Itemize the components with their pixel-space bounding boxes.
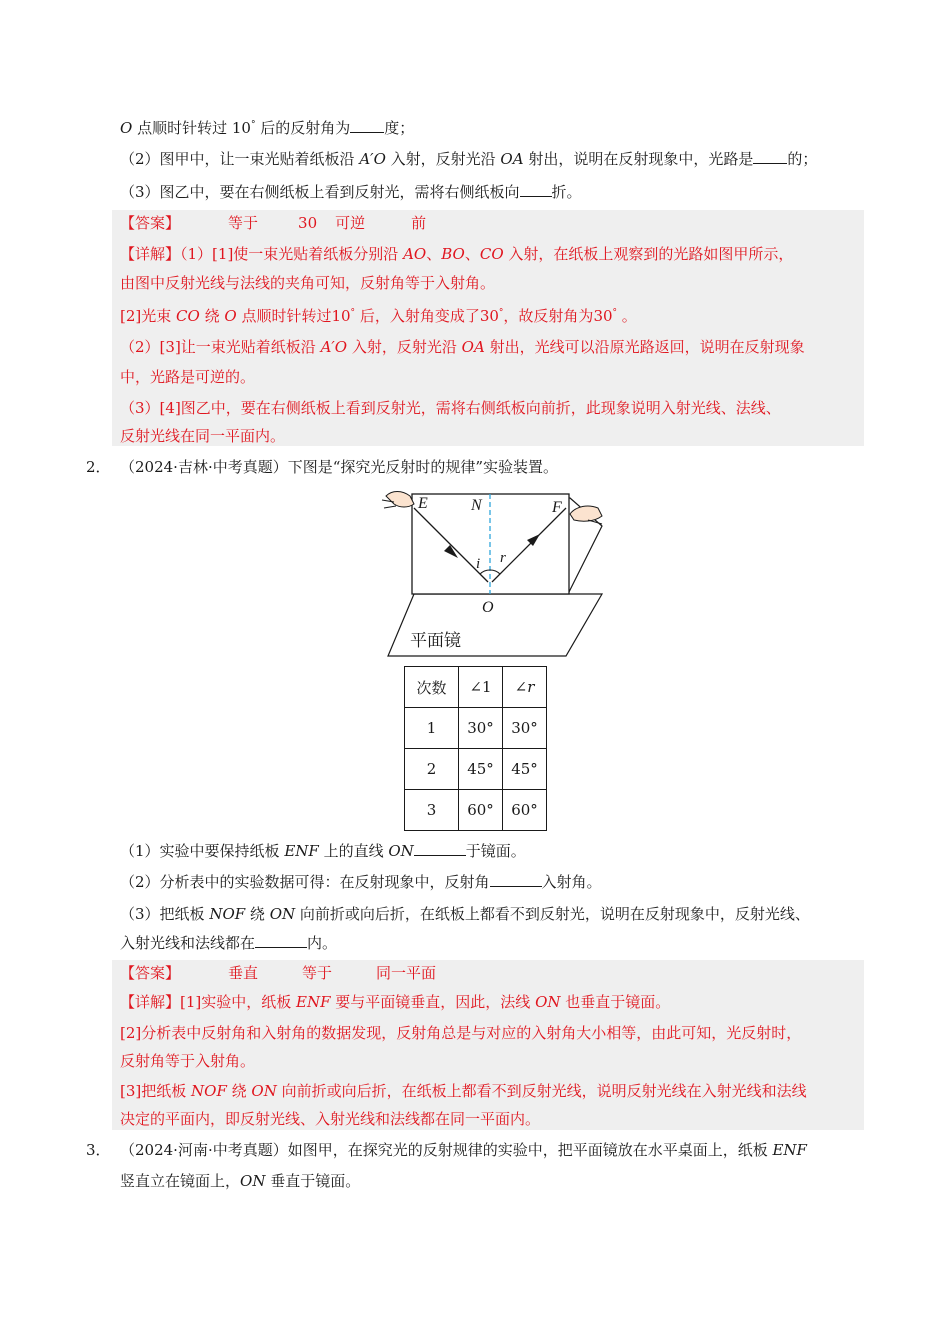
q1-detail-5: 中，光路是可逆的。	[120, 368, 256, 386]
q2-stem: （2024·吉林·中考真题）下图是“探究光反射时的规律”实验装置。	[120, 458, 559, 476]
q2-answer: 【答案】 垂直 等于 同一平面	[120, 964, 437, 982]
table-cell: 45°	[503, 749, 547, 790]
left-hand-icon	[382, 492, 414, 509]
q1-line-1: O 点顺时针转过 10° 后的反射角为 度；	[120, 119, 415, 137]
table-header: 次数	[405, 667, 459, 708]
table-header: ∠r	[503, 667, 547, 708]
answer-blank	[490, 872, 542, 887]
q1-line-3: （3）图乙中，要在右侧纸板上看到反射光，需将右侧纸板向 折。	[120, 183, 582, 201]
q3-line-1: （2024·河南·中考真题）如图甲，在探究光的反射规律的实验中，把平面镜放在水平桌面上，纸板 ENF	[120, 1141, 807, 1159]
q2-sub-3: （3）把纸板 NOF 绕 ON 向前折或向后折，在纸板上都看不到反射光，说明在反射现象中，反射光线、	[120, 905, 810, 923]
question-number: 2．	[86, 458, 111, 476]
table-cell: 2	[405, 749, 459, 790]
q1-detail-1: 【详解】（1）[1]使一束光贴着纸板分别沿 AO、BO、CO 入射，在纸板上观察到的光路如图甲所示，	[120, 245, 794, 263]
q2-detail-5: 决定的平面内，即反射光线、入射光线和法线都在同一平面内。	[120, 1110, 541, 1128]
answer-blank	[350, 118, 384, 133]
answer-blank	[255, 933, 307, 948]
q2-sub-1: （1）实验中要保持纸板 ENF 上的直线 ON 于镜面。	[120, 842, 526, 860]
q1-detail-7: 反射光线在同一平面内。	[120, 427, 286, 445]
answer-blank	[520, 182, 552, 197]
q1-detail-6: （3）[4]图乙中，要在右侧纸板上看到反射光，需将右侧纸板向前折，此现象说明入射光线、法线、	[120, 399, 781, 417]
angle-data-table	[404, 666, 547, 831]
table-cell: 1	[405, 708, 459, 749]
table-row	[405, 749, 547, 790]
reflection-apparatus-figure	[380, 486, 610, 660]
table-cell: 60°	[503, 790, 547, 831]
q1-answer: 【答案】 等于 30 可逆 前	[120, 214, 427, 232]
q3-line-2: 竖直立在镜面上，ON 垂直于镜面。	[120, 1172, 361, 1190]
q1-detail-3: [2]光束 CO 绕 O 点顺时针转过10° 后，入射角变成了30°，故反射角为30° 。	[120, 307, 637, 325]
q1-detail-2: 由图中反射光线与法线的夹角可知，反射角等于入射角。	[120, 274, 496, 292]
q2-detail-3: 反射角等于入射角。	[120, 1052, 256, 1070]
table-row	[405, 790, 547, 831]
label-f: F	[552, 499, 562, 516]
q2-solution-box	[112, 960, 864, 1130]
q2-detail-4: [3]把纸板 NOF 绕 ON 向前折或向后折，在纸板上都看不到反射光线，说明反射光线在入射光线和法线	[120, 1082, 807, 1100]
table-cell: 45°	[459, 749, 503, 790]
label-plane-mirror: 平面镜	[410, 631, 461, 651]
label-i: i	[476, 556, 481, 572]
table-cell: 60°	[459, 790, 503, 831]
q2-sub-4: 入射光线和法线都在 内。	[120, 934, 338, 952]
table-header-row	[405, 667, 547, 708]
q1-line-2: （2）图甲中，让一束光贴着纸板沿 A′O 入射，反射光沿 OA 射出，说明在反射现象中，光路是 的；	[120, 150, 818, 168]
table-cell: 30°	[459, 708, 503, 749]
table-row	[405, 708, 547, 749]
q1-detail-4: （2）[3]让一束光贴着纸板沿 A′O 入射，反射光沿 OA 射出，光线可以沿原光路返回，说明在反射现象	[120, 338, 805, 356]
q2-detail-2: [2]分析表中反射角和入射角的数据发现，反射角总是与对应的入射角大小相等，由此可知，光反射时，	[120, 1024, 802, 1042]
question-number: 3．	[86, 1141, 111, 1159]
answer-blank	[414, 841, 466, 856]
label-o: O	[482, 599, 494, 616]
label-n: N	[471, 497, 482, 514]
q2-detail-1: 【详解】[1]实验中，纸板 ENF 要与平面镜垂直，因此，法线 ON 也垂直于镜面。	[120, 993, 671, 1011]
table-cell: 3	[405, 790, 459, 831]
label-r: r	[500, 550, 506, 566]
table-cell: 30°	[503, 708, 547, 749]
label-e: E	[418, 495, 428, 512]
table-header: ∠1	[459, 667, 503, 708]
answer-blank	[753, 149, 787, 164]
q2-sub-2: （2）分析表中的实验数据可得：在反射现象中，反射角 入射角。	[120, 873, 602, 891]
